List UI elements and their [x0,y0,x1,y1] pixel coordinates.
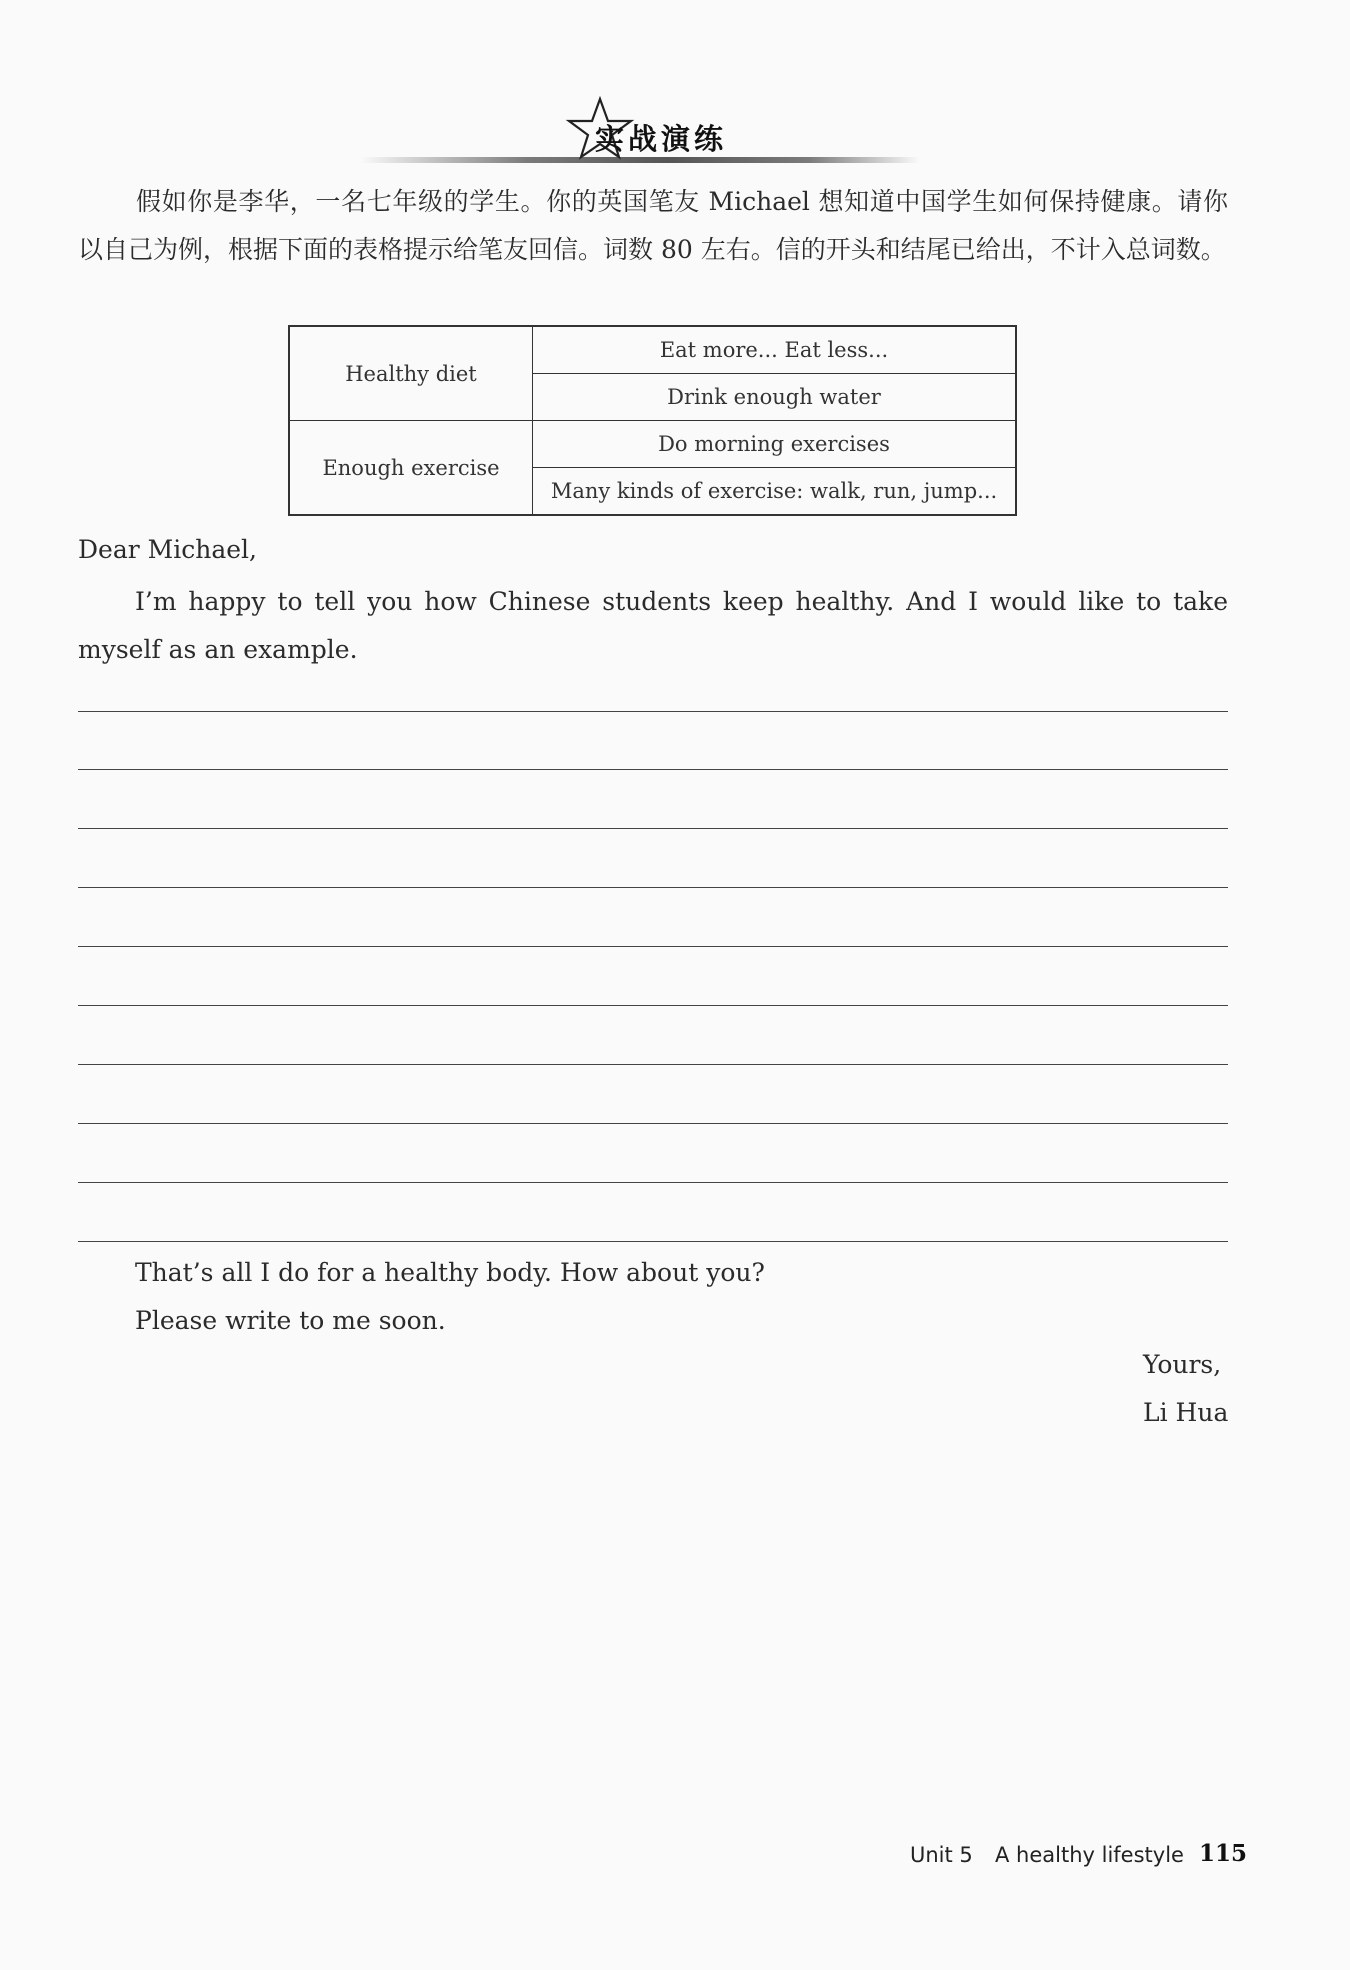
writing-line[interactable] [78,1123,1228,1124]
task-instructions: 假如你是李华，一名七年级的学生。你的英国笔友 Michael 想知道中国学生如何保持健康。请你以自己为例，根据下面的表格提示给笔友回信。词数 80 左右。信的开头和结尾已给出，不计入总词数。 [78,187,1228,264]
letter-greeting: Dear Michael, [78,535,257,564]
table-detail: Eat more... Eat less... [533,326,1017,374]
page-number: 115 [1199,1840,1248,1867]
section-title: 实战演练 [595,122,728,156]
letter-signoff: Yours, [1143,1350,1222,1379]
writing-line[interactable] [78,946,1228,947]
table-row [289,421,1016,468]
letter-intro: I’m happy to tell you how Chinese students keep healthy. And I would like to take myself as an example. [78,587,1228,664]
writing-line[interactable] [78,1005,1228,1006]
writing-line[interactable] [78,1182,1228,1183]
letter-closing: That’s all I do for a healthy body. How about you? [135,1258,765,1287]
writing-line[interactable] [78,887,1228,888]
writing-line[interactable] [78,1241,1228,1242]
writing-line[interactable] [78,711,1228,712]
hint-table [288,325,1017,516]
section-header [360,95,920,175]
table-detail: Do morning exercises [533,421,1017,468]
table-row [289,326,1016,374]
writing-line[interactable] [78,828,1228,829]
table-category: Healthy diet [289,326,533,421]
footer-unit: Unit 5 [910,1843,973,1867]
table-detail: Many kinds of exercise: walk, run, jump... [533,468,1017,516]
letter-closing: Please write to me soon. [135,1306,446,1335]
table-detail: Drink enough water [533,374,1017,421]
letter-signature: Li Hua [1143,1398,1229,1427]
footer-title: A healthy lifestyle [995,1843,1184,1867]
writing-line[interactable] [78,769,1228,770]
table-category: Enough exercise [289,421,533,516]
writing-line[interactable] [78,1064,1228,1065]
